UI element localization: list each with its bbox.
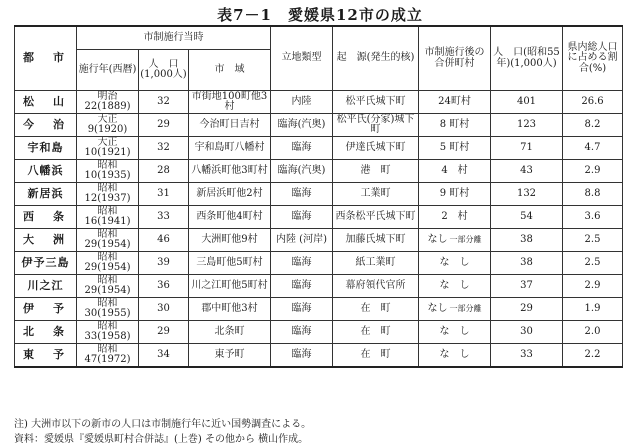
table-row bbox=[15, 160, 623, 183]
table-row bbox=[15, 114, 623, 137]
cell-population: 34 bbox=[139, 344, 189, 368]
table-row bbox=[15, 275, 623, 298]
cell-share: 2.5 bbox=[563, 252, 623, 275]
cell-city: 新居浜 bbox=[15, 183, 77, 206]
header-at-establishment: 市制施行当時 bbox=[77, 26, 271, 50]
cell-year: 大正 9(1920) bbox=[77, 114, 139, 137]
cell-population: 29 bbox=[139, 114, 189, 137]
cell-origin: 在 町 bbox=[333, 321, 419, 344]
cell-city-area: 大洲町他9村 bbox=[189, 229, 271, 252]
table-row bbox=[15, 206, 623, 229]
cell-city: 西 条 bbox=[15, 206, 77, 229]
cell-origin: 紙工業町 bbox=[333, 252, 419, 275]
cell-location-type: 臨海 bbox=[271, 298, 333, 321]
cell-share: 8.2 bbox=[563, 114, 623, 137]
cell-share: 2.0 bbox=[563, 321, 623, 344]
cell-origin: 港 町 bbox=[333, 160, 419, 183]
cell-location-type: 臨海 bbox=[271, 137, 333, 160]
cell-share: 2.5 bbox=[563, 229, 623, 252]
cell-origin: 加藤氏城下町 bbox=[333, 229, 419, 252]
footnote: 注) 大洲市以下の新市の人口は市制施行年に近い国勢調査による。 bbox=[14, 419, 312, 430]
cell-share: 3.6 bbox=[563, 206, 623, 229]
cell-origin: 西条松平氏城下町 bbox=[333, 206, 419, 229]
cell-merged: な し bbox=[419, 252, 491, 275]
cell-location-type: 臨海(汽奥) bbox=[271, 160, 333, 183]
cell-merged: 2 村 bbox=[419, 206, 491, 229]
cell-origin: 在 町 bbox=[333, 344, 419, 368]
cell-share: 8.8 bbox=[563, 183, 623, 206]
cell-population: 32 bbox=[139, 91, 189, 114]
header-year: 施行年(西暦) bbox=[77, 50, 139, 91]
table-row bbox=[15, 344, 623, 368]
cell-share: 4.7 bbox=[563, 137, 623, 160]
table-row bbox=[15, 252, 623, 275]
cell-pop-1980: 132 bbox=[491, 183, 563, 206]
table-row bbox=[15, 91, 623, 114]
cell-merged: 4 村 bbox=[419, 160, 491, 183]
cell-pop-1980: 38 bbox=[491, 229, 563, 252]
table-row bbox=[15, 183, 623, 206]
cell-pop-1980: 54 bbox=[491, 206, 563, 229]
cell-merged: なし 一部分離 bbox=[419, 229, 491, 252]
cell-year: 昭和16(1941) bbox=[77, 206, 139, 229]
cell-population: 32 bbox=[139, 137, 189, 160]
header-population: 人 口(1,000人) bbox=[139, 50, 189, 91]
cell-population: 29 bbox=[139, 321, 189, 344]
cell-pop-1980: 38 bbox=[491, 252, 563, 275]
cell-year: 昭和10(1935) bbox=[77, 160, 139, 183]
cell-city: 松 山 bbox=[15, 91, 77, 114]
cell-population: 46 bbox=[139, 229, 189, 252]
header-city: 都 市 bbox=[15, 26, 77, 91]
cell-pop-1980: 30 bbox=[491, 321, 563, 344]
cell-city: 東 予 bbox=[15, 344, 77, 368]
cell-merged: な し bbox=[419, 321, 491, 344]
cell-city-area: 北条町 bbox=[189, 321, 271, 344]
cell-city-area: 東予町 bbox=[189, 344, 271, 368]
table-row bbox=[15, 321, 623, 344]
table-row bbox=[15, 137, 623, 160]
cell-location-type: 臨海 bbox=[271, 252, 333, 275]
cell-year: 昭和47(1972) bbox=[77, 344, 139, 368]
cell-origin: 在 町 bbox=[333, 298, 419, 321]
cell-population: 31 bbox=[139, 183, 189, 206]
cell-origin: 伊達氏城下町 bbox=[333, 137, 419, 160]
cell-location-type: 臨海 bbox=[271, 206, 333, 229]
cell-pop-1980: 71 bbox=[491, 137, 563, 160]
cell-city: 伊 予 bbox=[15, 298, 77, 321]
cell-location-type: 臨海 bbox=[271, 321, 333, 344]
cell-population: 28 bbox=[139, 160, 189, 183]
cell-city-area: 郡中町他3村 bbox=[189, 298, 271, 321]
cell-origin: 松平氏(分家)城下町 bbox=[333, 114, 419, 137]
cell-share: 2.9 bbox=[563, 160, 623, 183]
header-origin: 起 源(発生的核) bbox=[333, 26, 419, 91]
cell-city: 宇和島 bbox=[15, 137, 77, 160]
cell-year: 昭和29(1954) bbox=[77, 252, 139, 275]
cell-city-area: 川之江町他5町村 bbox=[189, 275, 271, 298]
cell-share: 26.6 bbox=[563, 91, 623, 114]
cell-population: 33 bbox=[139, 206, 189, 229]
cell-merged: な し bbox=[419, 275, 491, 298]
source-note: 資料：愛媛県『愛媛県町村合併誌』(上巻) その他から 横山作成。 bbox=[14, 434, 309, 445]
cell-city-area: 八幡浜町他3町村 bbox=[189, 160, 271, 183]
table-title: 表7－1 愛媛県12市の成立 bbox=[217, 6, 423, 24]
cell-population: 36 bbox=[139, 275, 189, 298]
cell-merged: 5 町村 bbox=[419, 137, 491, 160]
cell-population: 30 bbox=[139, 298, 189, 321]
header-city-area: 市 域 bbox=[189, 50, 271, 91]
cell-city-area: 三島町他5町村 bbox=[189, 252, 271, 275]
header-share: 県内総人口に占める割合(%) bbox=[563, 26, 623, 91]
cell-merged: 8 町村 bbox=[419, 114, 491, 137]
partial-separation-note: 一部分離 bbox=[449, 234, 482, 244]
cell-city: 伊予三島 bbox=[15, 252, 77, 275]
table-row bbox=[15, 229, 623, 252]
partial-separation-note: 一部分離 bbox=[449, 303, 482, 313]
cell-year: 昭和33(1958) bbox=[77, 321, 139, 344]
cell-location-type: 内陸 bbox=[271, 91, 333, 114]
cell-city-area: 市街地100町他3村 bbox=[189, 91, 271, 114]
cell-merged: 24町村 bbox=[419, 91, 491, 114]
cell-city: 北 条 bbox=[15, 321, 77, 344]
cell-origin: 松平氏城下町 bbox=[333, 91, 419, 114]
cell-city: 川之江 bbox=[15, 275, 77, 298]
cell-location-type: 臨海(汽奥) bbox=[271, 114, 333, 137]
cell-pop-1980: 123 bbox=[491, 114, 563, 137]
cities-table bbox=[14, 25, 623, 368]
header-merged: 市制施行後の合併町村 bbox=[419, 26, 491, 91]
cell-origin: 幕府領代官所 bbox=[333, 275, 419, 298]
cell-pop-1980: 43 bbox=[491, 160, 563, 183]
cell-merged: なし 一部分離 bbox=[419, 298, 491, 321]
cell-pop-1980: 37 bbox=[491, 275, 563, 298]
cell-year: 昭和12(1937) bbox=[77, 183, 139, 206]
cell-location-type: 内陸 (河岸) bbox=[271, 229, 333, 252]
cell-city-area: 西条町他4町村 bbox=[189, 206, 271, 229]
cell-year: 明治22(1889) bbox=[77, 91, 139, 114]
cell-merged: な し bbox=[419, 344, 491, 368]
cell-year: 昭和29(1954) bbox=[77, 275, 139, 298]
cell-city: 今 治 bbox=[15, 114, 77, 137]
header-location-type: 立地類型 bbox=[271, 26, 333, 91]
cell-share: 2.9 bbox=[563, 275, 623, 298]
cell-location-type: 臨海 bbox=[271, 344, 333, 368]
table-row bbox=[15, 298, 623, 321]
cell-year: 昭和30(1955) bbox=[77, 298, 139, 321]
cell-city: 八幡浜 bbox=[15, 160, 77, 183]
cell-pop-1980: 33 bbox=[491, 344, 563, 368]
cell-pop-1980: 29 bbox=[491, 298, 563, 321]
cell-year: 大正10(1921) bbox=[77, 137, 139, 160]
cell-city-area: 新居浜町他2村 bbox=[189, 183, 271, 206]
cell-city-area: 今治町日吉村 bbox=[189, 114, 271, 137]
cell-population: 39 bbox=[139, 252, 189, 275]
table-body bbox=[15, 91, 623, 368]
cell-pop-1980: 401 bbox=[491, 91, 563, 114]
header-pop-1980: 人 口(昭和55年)(1,000人) bbox=[491, 26, 563, 91]
cell-location-type: 臨海 bbox=[271, 183, 333, 206]
cell-city: 大 洲 bbox=[15, 229, 77, 252]
cell-merged: 9 町村 bbox=[419, 183, 491, 206]
cell-origin: 工業町 bbox=[333, 183, 419, 206]
cell-year: 昭和29(1954) bbox=[77, 229, 139, 252]
cell-location-type: 臨海 bbox=[271, 275, 333, 298]
cell-share: 1.9 bbox=[563, 298, 623, 321]
cell-city-area: 宇和島町八幡村 bbox=[189, 137, 271, 160]
cell-share: 2.2 bbox=[563, 344, 623, 368]
